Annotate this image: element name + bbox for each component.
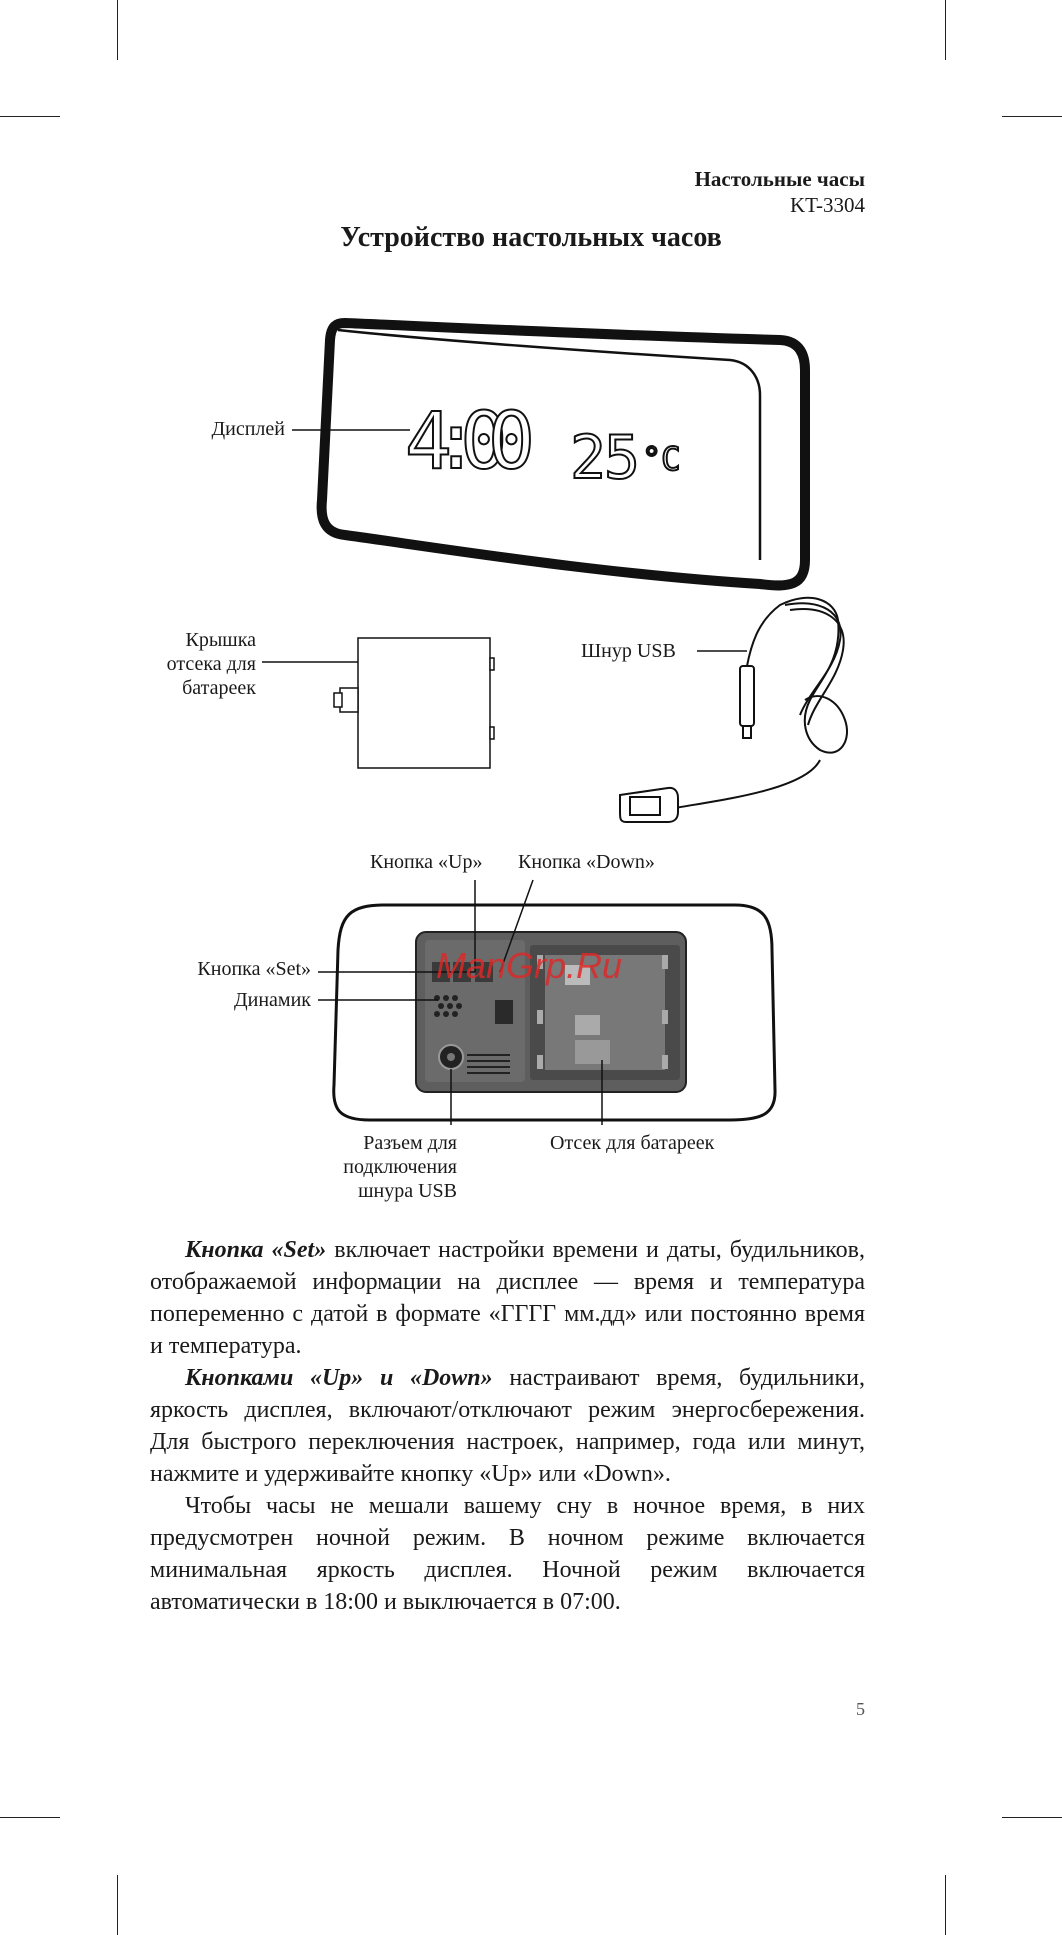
watermark: ManGrp.Ru bbox=[436, 945, 623, 986]
label-line: подключения bbox=[343, 1156, 457, 1178]
display-temp: 25 bbox=[570, 423, 640, 493]
label-usb-port bbox=[290, 1131, 457, 1203]
paragraph-text: Чтобы часы не мешали вашему сну в ночное время, в них предусмотрен ночной режим. В ночном режиме включается минимальная яркость дисплея. Ночной режим включается автоматически в 18:00 и выключается в 07:00. bbox=[150, 1493, 865, 1615]
label-battery-compartment: Отсек для батареек bbox=[550, 1132, 715, 1154]
display-unit: °C bbox=[642, 440, 681, 478]
paragraph-lead: Кнопка «Set» bbox=[185, 1237, 327, 1263]
page-title: Устройство настольных часов bbox=[340, 222, 722, 253]
body-text bbox=[150, 1234, 865, 1618]
label-battery-cover bbox=[100, 628, 256, 700]
label-button-down: Кнопка «Down» bbox=[518, 851, 655, 873]
product-name: Настольные часы bbox=[694, 167, 865, 191]
display-time: 4:00 bbox=[405, 397, 535, 487]
model-number: KT-3304 bbox=[789, 193, 865, 217]
paragraph bbox=[150, 1362, 865, 1490]
clock-front-illustration bbox=[322, 323, 805, 585]
paragraph-lead: Кнопками «Up» и «Down» bbox=[185, 1365, 493, 1391]
label-line: отсека для bbox=[166, 653, 256, 675]
page-number: 5 bbox=[856, 1699, 865, 1719]
paragraph bbox=[150, 1490, 865, 1618]
label-line: Крышка bbox=[185, 629, 256, 651]
display-digits bbox=[405, 397, 681, 493]
paragraph-text: включает настройки времени и даты, будильников, отображаемой информации на дисплее — время и температура попеременно с датой в формате «ГГГГ мм.дд» или постоянно время и температура. bbox=[150, 1237, 866, 1359]
clock-back-illustration bbox=[334, 905, 775, 1120]
label-usb-cord: Шнур USB bbox=[581, 640, 676, 662]
label-line: шнура USB bbox=[358, 1180, 457, 1202]
paragraph bbox=[150, 1234, 865, 1362]
label-button-set: Кнопка «Set» bbox=[197, 958, 311, 980]
paragraph-text: настраивают время, будильники, яркость дисплея, включают/отключают режим энергосбережения. Для быстрого переключения настроек, например, года или минут, нажмите и удерживайте кнопку «Up» или «Down». bbox=[150, 1365, 865, 1487]
label-line: Разъем для bbox=[363, 1132, 457, 1154]
label-button-up: Кнопка «Up» bbox=[370, 851, 483, 873]
label-speaker: Динамик bbox=[233, 989, 311, 1011]
battery-cover-illustration bbox=[334, 638, 494, 768]
label-display: Дисплей bbox=[211, 418, 285, 440]
usb-cord-illustration bbox=[620, 598, 847, 822]
label-line: батареек bbox=[182, 677, 256, 699]
